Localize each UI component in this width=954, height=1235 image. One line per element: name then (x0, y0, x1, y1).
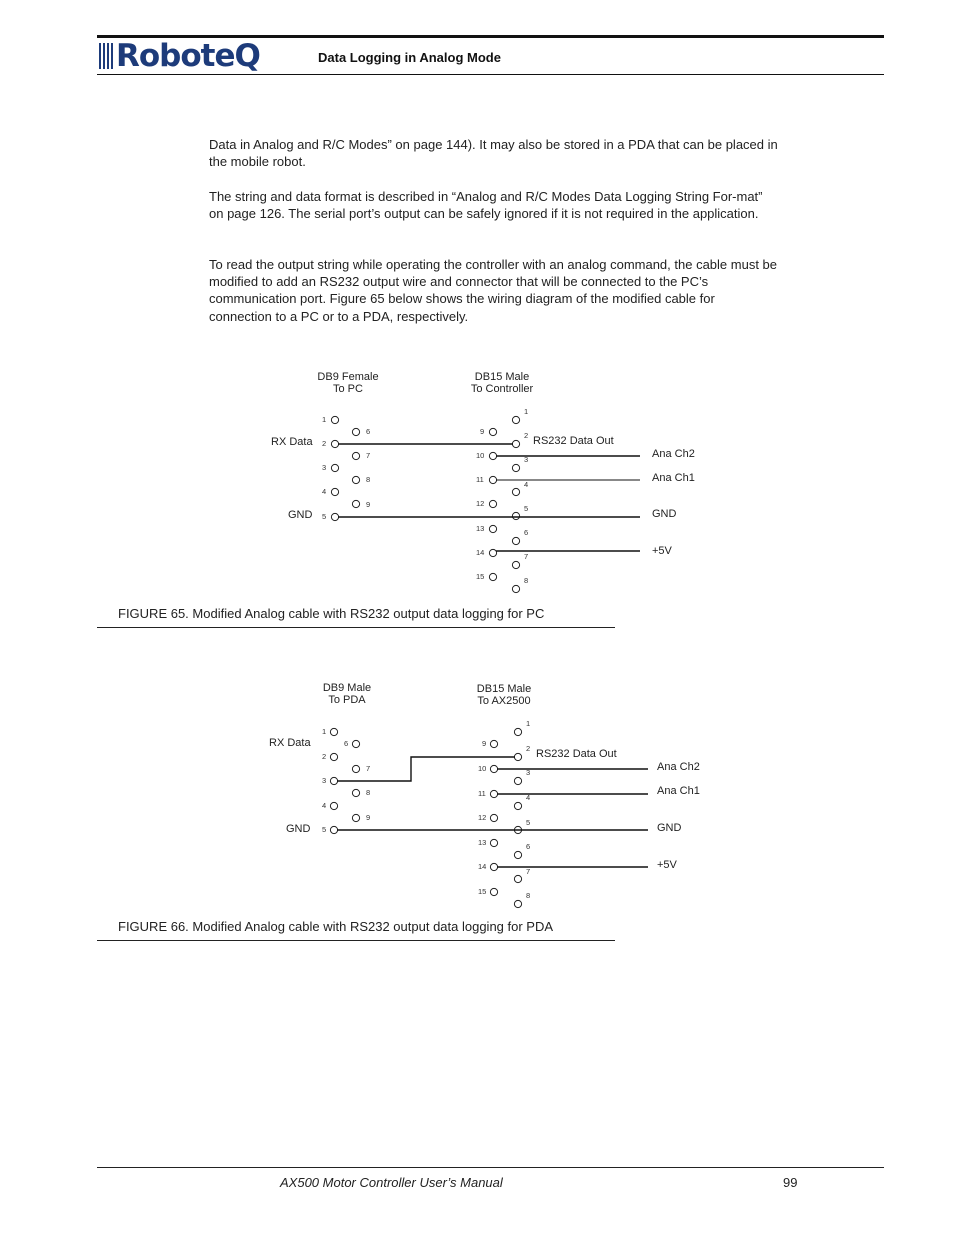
db9-pin8-f66 (352, 789, 359, 796)
f66-right-conn-line1: DB15 Male (476, 683, 532, 695)
f66-pin-label: 13 (478, 838, 487, 847)
f66-pin-label: 14 (478, 862, 487, 871)
f66-pin-label: 9 (366, 813, 371, 822)
f66-pin-label: 4 (322, 801, 327, 810)
f66-ana-ch2-label: Ana Ch2 (657, 761, 700, 773)
logo-text: RoboteQ (116, 37, 260, 74)
db15-pin11-f66 (490, 790, 497, 797)
db9-pin6-f66 (352, 740, 359, 747)
f65-pin-label: 12 (476, 499, 485, 508)
f66-pin-label: 7 (526, 867, 531, 876)
f65-pin-label: 9 (366, 500, 371, 509)
f65-pin-label: 9 (480, 427, 485, 436)
f66-rs232-label: RS232 Data Out (536, 748, 617, 760)
f66-pin-label: 12 (478, 813, 487, 822)
f66-right-connector-title (477, 683, 531, 707)
f66-pin-label: 3 (526, 768, 531, 777)
f65-5v-label: +5V (652, 545, 672, 557)
f66-pin-label: 2 (526, 744, 531, 753)
f66-pin-label: 10 (478, 764, 487, 773)
f66-pin-label: 9 (482, 739, 487, 748)
db15-pin10-f66 (490, 765, 497, 772)
db9-pin3-f66 (330, 777, 337, 784)
f65-pin-label: 7 (366, 451, 371, 460)
f65-pin-label: 14 (476, 548, 485, 557)
f66-pin-label: 7 (366, 764, 371, 773)
f65-pin-label: 2 (524, 431, 529, 440)
f65-pin-label: 3 (524, 455, 529, 464)
f65-left-conn-line2: To PC (333, 383, 363, 395)
f66-rx-data-label: RX Data (269, 737, 311, 749)
f66-pin-label: 3 (322, 776, 327, 785)
figure-66-caption-rule (97, 940, 615, 941)
f66-pin-label: 1 (322, 727, 327, 736)
f65-pin-label: 4 (524, 480, 529, 489)
db15-pin4-f66 (514, 802, 521, 809)
f66-pin-label: 1 (526, 719, 531, 728)
footer-manual-title: AX500 Motor Controller User’s Manual (280, 1175, 503, 1190)
db15-pin15-f66 (490, 888, 497, 895)
f66-5v-label: +5V (657, 859, 677, 871)
f65-pin-label: 7 (524, 552, 529, 561)
f66-pin-label: 8 (366, 788, 371, 797)
f66-pin-label: 2 (322, 752, 327, 761)
f66-pin-label: 5 (526, 818, 531, 827)
footer-page-number: 99 (783, 1175, 798, 1190)
db15-pin3-f66 (514, 777, 521, 784)
f65-pin-label: 1 (524, 407, 529, 416)
f66-ana-ch1-label: Ana Ch1 (657, 785, 700, 797)
f66-pin-label: 5 (322, 825, 327, 834)
db9-pin1-f66 (330, 728, 337, 735)
db15-pin1-f66 (514, 728, 521, 735)
paragraph-2-text: The string and data format is described in “Analog and R/C Modes Data Logging String For-mat” on page 126. The serial port’s output can be safely ignored if it is not required in the application. (209, 189, 763, 222)
f65-gnd-label: GND (288, 509, 313, 521)
db9-pin4-f66 (330, 802, 337, 809)
db15-pin14-f66 (490, 863, 497, 870)
f65-ana-ch2-label: Ana Ch2 (652, 448, 695, 460)
f65-pin-label: 5 (322, 512, 327, 521)
f65-left-conn-line1: DB9 Female (317, 371, 379, 383)
section-title: Data Logging in Analog Mode (318, 50, 501, 65)
db9-pin7-f66 (352, 765, 359, 772)
f66-gnd-out-label: GND (657, 822, 682, 834)
f66-pin-label: 8 (526, 891, 531, 900)
figure-65-caption: FIGURE 65. Modified Analog cable with RS232 output data logging for PC (118, 606, 545, 621)
db15-pin8-f66 (514, 900, 521, 907)
paragraph-3-text: To read the output string while operating the controller with an analog command, the cable must be modified to add an RS232 output wire and connector that will be connected to the PC’s communication port. Figure 65 below shows the wiring diagram of the modified cable for connection to a PC or to a PDA, respectively. (209, 257, 778, 324)
f66-pin-label: 15 (478, 887, 487, 896)
db15-pin6-f66 (514, 851, 521, 858)
db9-pin2-f66 (330, 753, 337, 760)
db9-pin9-f66 (352, 814, 359, 821)
f65-pin-label: 8 (524, 576, 529, 585)
f66-gnd-label: GND (286, 823, 311, 835)
f65-right-conn-line1: DB15 Male (474, 371, 530, 383)
f65-gnd-out-label: GND (652, 508, 677, 520)
f66-pin-label: 6 (526, 842, 531, 851)
db9-pin5-f66 (330, 826, 337, 833)
footer-rule (97, 1167, 884, 1168)
f65-ana-ch1-label: Ana Ch1 (652, 472, 695, 484)
f65-pin-label: 1 (322, 415, 327, 424)
f65-pin-label: 5 (524, 504, 529, 513)
f66-pin-label: 4 (526, 793, 531, 802)
f66-left-conn-line2: To PDA (328, 694, 366, 706)
db15-pin9-f66 (490, 740, 497, 747)
f65-rs232-label: RS232 Data Out (533, 435, 614, 447)
f65-pin-label: 10 (476, 451, 485, 460)
figure-66-caption: FIGURE 66. Modified Analog cable with RS232 output data logging for PDA (118, 919, 554, 934)
f65-pin-label: 8 (366, 475, 371, 484)
f65-pin-label: 13 (476, 524, 485, 533)
db15-pin7-f66 (514, 875, 521, 882)
paragraph-1-text: Data in Analog and R/C Modes” on page 144). It may also be stored in a PDA that can be placed in the mobile robot. (209, 137, 778, 170)
f65-pin-label: 11 (476, 475, 484, 484)
f65-right-conn-line2: To Controller (470, 383, 534, 395)
f65-pin-label: 4 (322, 487, 327, 496)
f66-pin-label: 6 (344, 739, 349, 748)
f65-pin-label: 3 (322, 463, 327, 472)
db15-pin13-f66 (490, 839, 497, 846)
f66-left-conn-line1: DB9 Male (322, 682, 372, 694)
f66-right-conn-line2: To AX2500 (477, 695, 531, 707)
rx-wire-f66 (337, 757, 515, 781)
f65-pin-label: 15 (476, 572, 485, 581)
f65-pin-label: 6 (366, 427, 371, 436)
f66-left-connector-title (323, 682, 371, 706)
db15-pin2-f66 (514, 753, 521, 760)
f66-pin-label: 11 (478, 789, 486, 798)
f65-pin-label: 2 (322, 439, 327, 448)
f65-rx-data-label: RX Data (271, 436, 313, 448)
f65-pin-label: 6 (524, 528, 529, 537)
db15-pin12-f66 (490, 814, 497, 821)
